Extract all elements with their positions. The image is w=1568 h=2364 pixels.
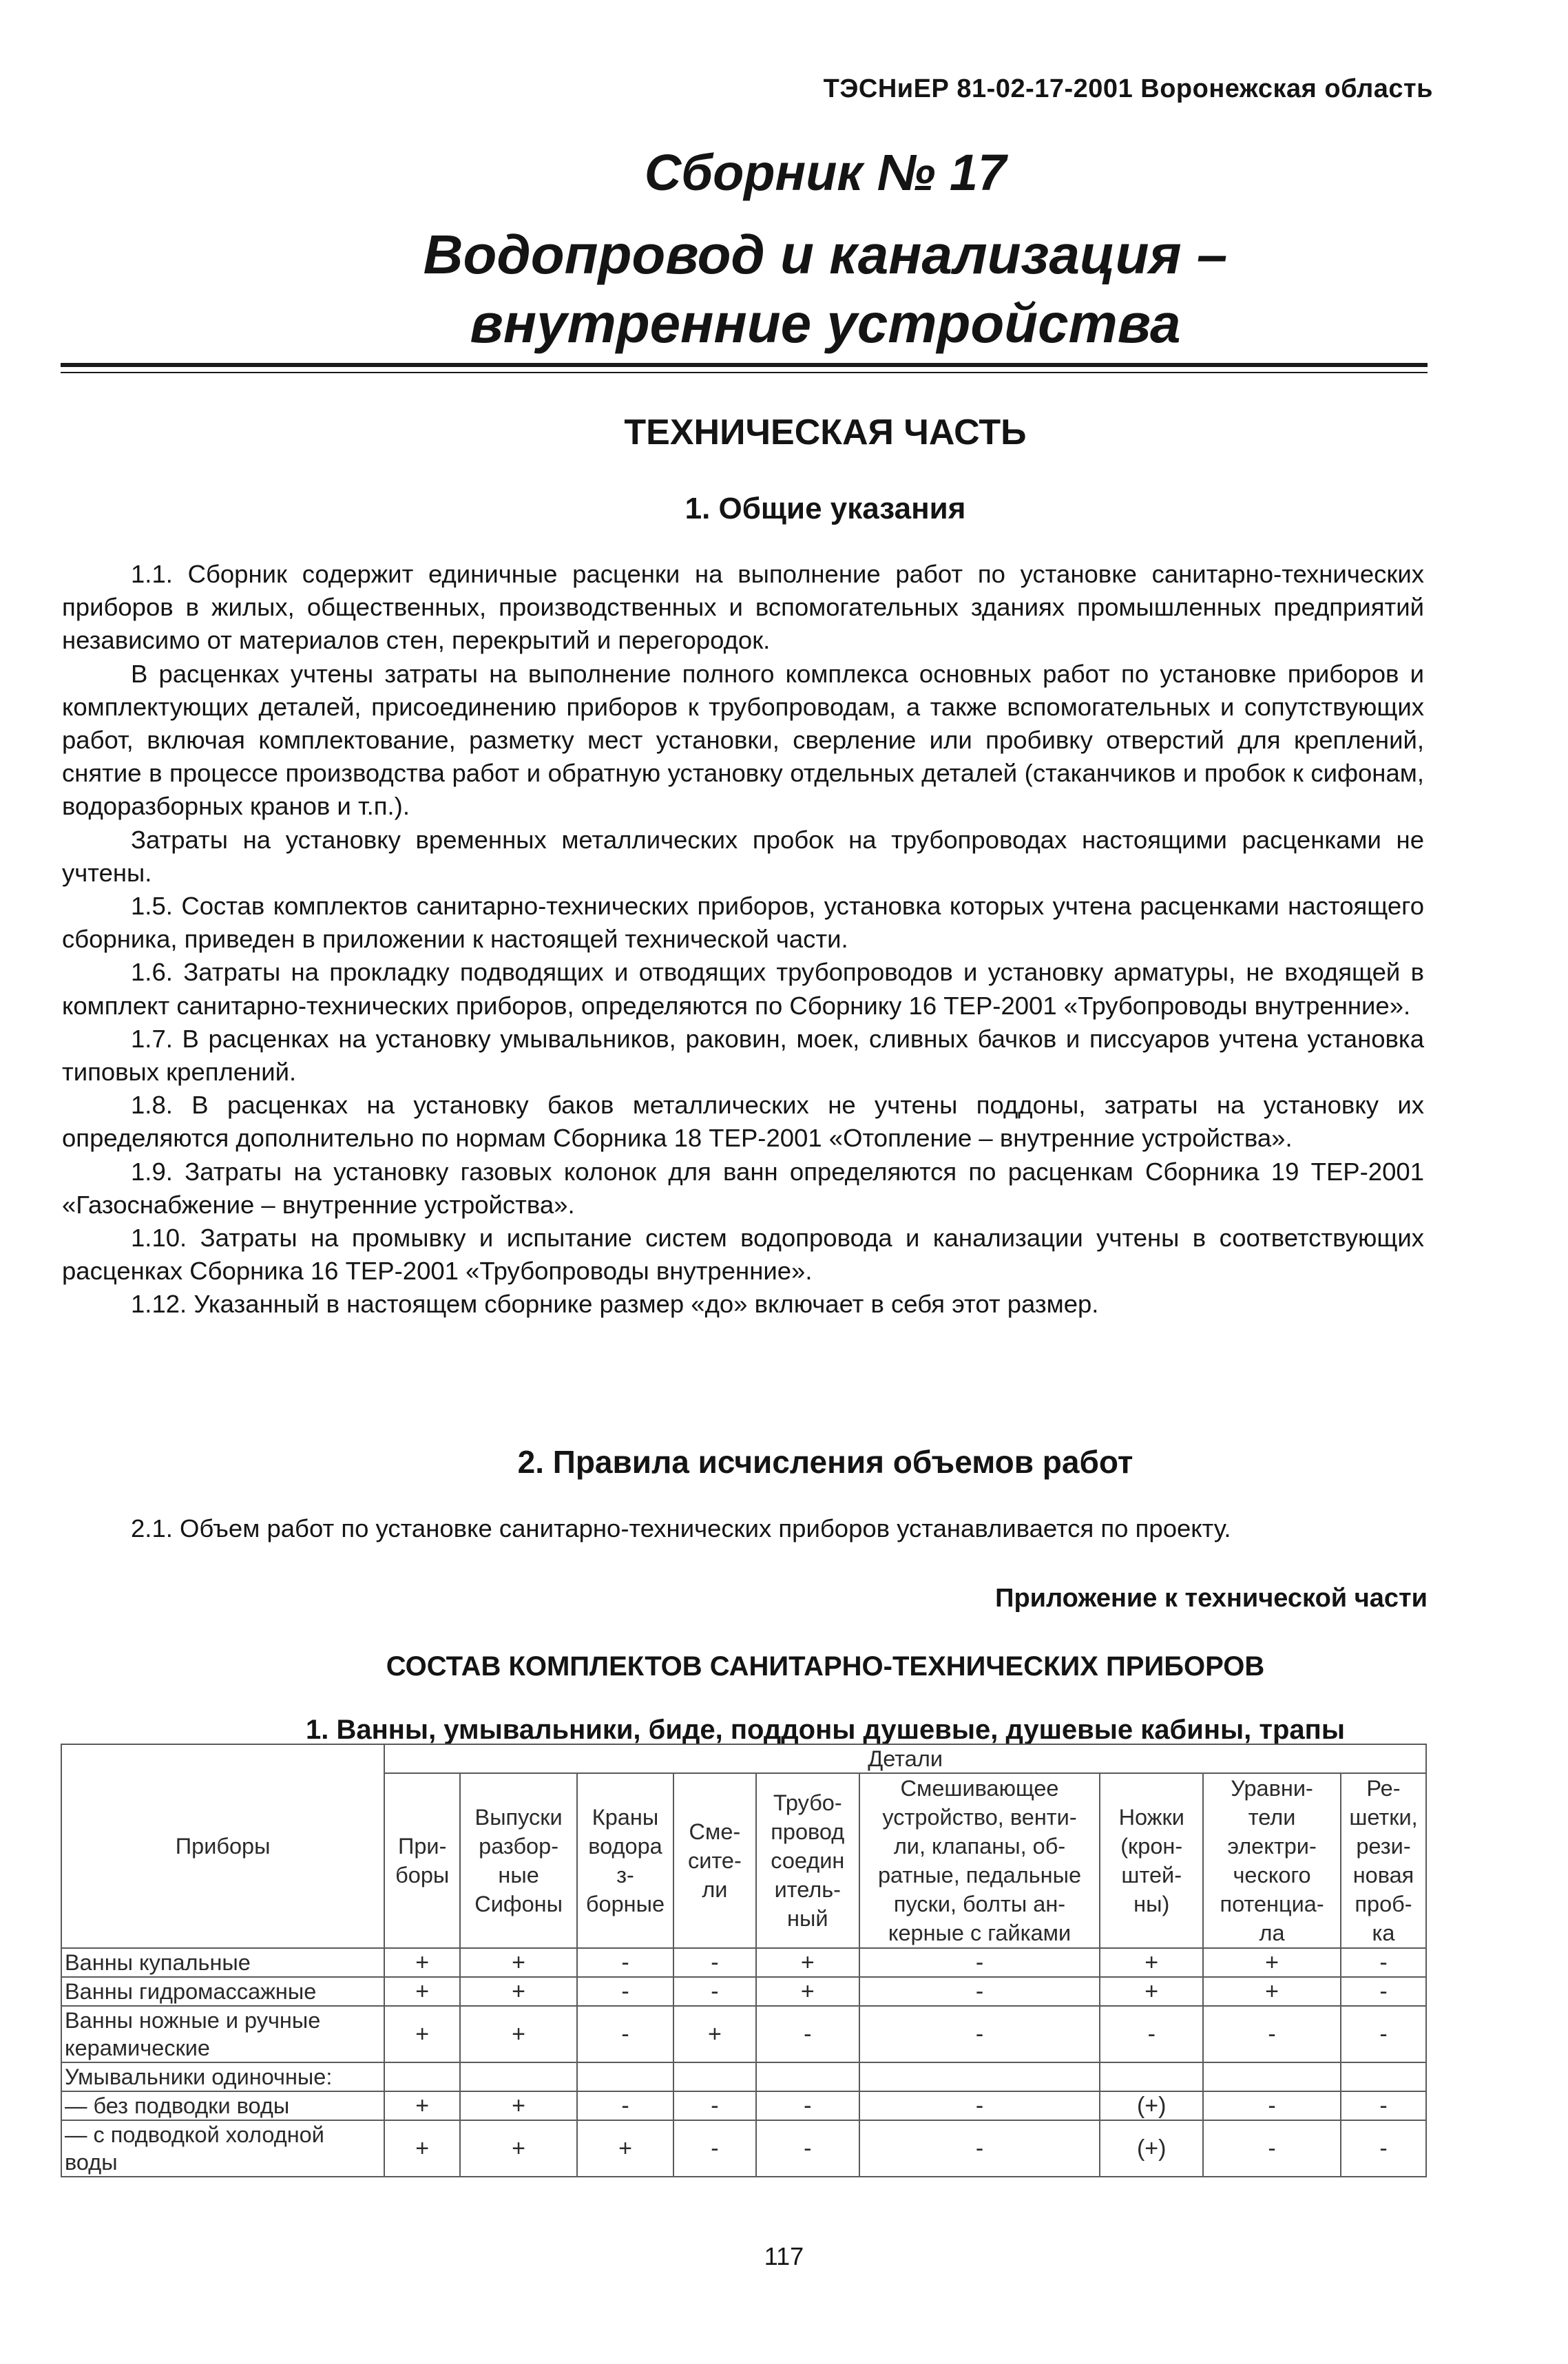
table-cell <box>384 2062 460 2091</box>
table-cell: + <box>756 1977 859 2006</box>
page-number: 117 <box>764 2242 804 2270</box>
table-cell: - <box>756 2006 859 2062</box>
table-row <box>61 2006 1426 2062</box>
table-row <box>61 1948 1426 1977</box>
table-cell: + <box>577 2120 673 2177</box>
table-row <box>61 2091 1426 2120</box>
table-column-header: Трубо- провод соедин итель- ный <box>756 1773 859 1948</box>
table-column-header: Сме- сите- ли <box>673 1773 756 1948</box>
appendix-heading: СОСТАВ КОМПЛЕКТОВ САНИТАРНО-ТЕХНИЧЕСКИХ ПРИБОРОВ <box>386 1651 1265 1682</box>
paragraph: 1.12. Указанный в настоящем сборнике размер «до» включает в себя этот размер. <box>131 1290 1099 1319</box>
title-line-2: внутренние устройства <box>470 293 1181 354</box>
paragraph: 2.1. Объем работ по установке санитарно-технических приборов устанавливается по проекту. <box>131 1514 1231 1542</box>
table-cell <box>1203 2062 1341 2091</box>
table-column-header: Краны водора з- борные <box>577 1773 673 1948</box>
table-cell: + <box>1100 1948 1203 1977</box>
table-column-header: Смешивающее устройство, венти- ли, клапаны, об- ратные, педальные пуски, болты ан- керные с гайками <box>859 1773 1100 1948</box>
table-cell: - <box>1341 2006 1426 2062</box>
document-title <box>41 220 1568 358</box>
table-row <box>61 1977 1426 2006</box>
table-cell <box>673 2062 756 2091</box>
table-cell: - <box>1341 1948 1426 1977</box>
device-name-cell: Ванны гидромассажные <box>61 1977 384 2006</box>
device-name-cell: Ванны ножные и ручные керамические <box>61 2006 384 2062</box>
table-column-header: Ре- шетки, рези- новая проб- ка <box>1341 1773 1426 1948</box>
table-cell: - <box>673 1977 756 2006</box>
table-cell: - <box>859 1948 1100 1977</box>
table-cell: + <box>1203 1977 1341 2006</box>
table-cell <box>1341 2062 1426 2091</box>
table-cell: - <box>1100 2006 1203 2062</box>
technical-part-heading: ТЕХНИЧЕСКАЯ ЧАСТЬ <box>624 412 1027 452</box>
device-name-cell: Ванны купальные <box>61 1948 384 1977</box>
title-rule-thin <box>61 372 1428 373</box>
paragraph: 1.1. Сборник содержит единичные расценки на выполнение работ по установке санитарно-технических приборов в жилых, общественных, производственных и вспомогательных зданиях промышленных предприятий независимо от материалов стен, перекрытий и перегородок. <box>62 560 1424 655</box>
title-line-1: Водопровод и канализация – <box>423 224 1228 285</box>
table-cell: - <box>756 2120 859 2177</box>
paragraph: В расценках учтены затраты на выполнение полного комплекса основных работ по установке приборов и комплектующих деталей, присоединению приборов к трубопроводам, а также вспомогательных и сопутствующих работ, включая комплектование, разметку мест установки, сверление или пробивку отверстий для креплений, снятие в процессе производства работ и обратную установку отдельных деталей (стаканчиков и пробок к сифонам, водоразборных кранов и т.п.). <box>62 659 1424 821</box>
table-cell <box>859 2062 1100 2091</box>
table-cell: - <box>1203 2006 1341 2062</box>
table-cell: - <box>1203 2091 1341 2120</box>
table-column-header: Уравни- тели электри- ческого потенциа- ла <box>1203 1773 1341 1948</box>
table-cell: + <box>460 2091 577 2120</box>
paragraph: 1.10. Затраты на промывку и испытание систем водопровода и канализации учтены в соответствующих расценках Сборника 16 ТЕР-2001 «Трубопроводы внутренние». <box>62 1224 1424 1286</box>
device-name-cell: Умывальники одиночные: <box>61 2062 384 2091</box>
paragraph: Затраты на установку временных металлических пробок на трубопроводах настоящими расценками не учтены. <box>62 825 1424 887</box>
table-row <box>61 2120 1426 2177</box>
table-cell <box>460 2062 577 2091</box>
collection-number: Сборник № 17 <box>644 144 1007 201</box>
table-header-details: Детали <box>384 1744 1426 1773</box>
table-row <box>61 2062 1426 2091</box>
table-cell: - <box>1203 2120 1341 2177</box>
table-cell: + <box>460 2006 577 2062</box>
table-cell: - <box>673 1948 756 1977</box>
paragraph: 1.6. Затраты на прокладку подводящих и отводящих трубопроводов и установку арматуры, не входящей в комплект санитарно-технических приборов, определяются по Сборнику 16 ТЕР-2001 «Трубопроводы внутренние». <box>62 958 1424 1020</box>
device-name-cell: — с подводкой холодной воды <box>61 2120 384 2177</box>
paragraph: 1.9. Затраты на установку газовых колонок для ванн определяются по расценкам Сборника 19 ТЕР-2001 «Газоснабжение – внутренние устройства». <box>62 1157 1424 1219</box>
table-cell: + <box>460 1948 577 1977</box>
table-cell: (+) <box>1100 2120 1203 2177</box>
table-cell: - <box>1341 1977 1426 2006</box>
table-cell: - <box>1341 2091 1426 2120</box>
table-cell: + <box>460 2120 577 2177</box>
table-column-header: При- боры <box>384 1773 460 1948</box>
table-cell: + <box>756 1948 859 1977</box>
table-cell: - <box>577 1948 673 1977</box>
table-cell: + <box>384 1977 460 2006</box>
table-cell: + <box>1203 1948 1341 1977</box>
table-cell: + <box>384 2120 460 2177</box>
table-cell <box>756 2062 859 2091</box>
table-cell: - <box>673 2120 756 2177</box>
equipment-sets-table <box>61 1744 1427 2177</box>
table-cell: + <box>1100 1977 1203 2006</box>
table-cell: - <box>1341 2120 1426 2177</box>
section-1-body <box>62 558 1424 1321</box>
paragraph: 1.8. В расценках на установку баков металлических не учтены поддоны, затраты на установку их определяются дополнительно по нормам Сборника 18 ТЕР-2001 «Отопление – внутренние устройства». <box>62 1091 1424 1153</box>
document-code: ТЭСНиЕР 81-02-17-2001 Воронежская область <box>823 74 1433 103</box>
paragraph: 1.7. В расценках на установку умывальников, раковин, моек, сливных бачков и писсуаров учтена установка типовых креплений. <box>62 1024 1424 1087</box>
title-rule-thick <box>61 363 1428 367</box>
table-cell: - <box>756 2091 859 2120</box>
table-cell: - <box>859 2006 1100 2062</box>
table-cell: + <box>384 1948 460 1977</box>
table-column-header: Выпуски разбор- ные Сифоны <box>460 1773 577 1948</box>
table-header-devices: Приборы <box>61 1744 384 1948</box>
table-cell: - <box>859 2091 1100 2120</box>
paragraph: 1.5. Состав комплектов санитарно-технических приборов, установка которых учтена расценками настоящего сборника, приведен в приложении к настоящей технической части. <box>62 892 1424 954</box>
table-cell: + <box>460 1977 577 2006</box>
section-1-heading: 1. Общие указания <box>684 492 966 525</box>
table-cell <box>1100 2062 1203 2091</box>
table-column-header: Ножки (крон- штей- ны) <box>1100 1773 1203 1948</box>
device-name-cell: — без подводки воды <box>61 2091 384 2120</box>
table-cell: - <box>577 2006 673 2062</box>
table-cell: + <box>384 2006 460 2062</box>
table-cell <box>577 2062 673 2091</box>
table-cell: - <box>577 2091 673 2120</box>
table-cell: - <box>673 2091 756 2120</box>
table-cell: - <box>859 1977 1100 2006</box>
section-2-body <box>62 1512 1424 1545</box>
table-cell: + <box>384 2091 460 2120</box>
table-cell: - <box>577 1977 673 2006</box>
section-2-heading: 2. Правила исчисления объемов работ <box>517 1444 1133 1480</box>
table-cell: (+) <box>1100 2091 1203 2120</box>
appendix-label: Приложение к технической части <box>995 1584 1428 1613</box>
table-cell: - <box>859 2120 1100 2177</box>
table-title: 1. Ванны, умывальники, биде, поддоны душевые, душевые кабины, трапы <box>305 1715 1345 1745</box>
table-cell: + <box>673 2006 756 2062</box>
